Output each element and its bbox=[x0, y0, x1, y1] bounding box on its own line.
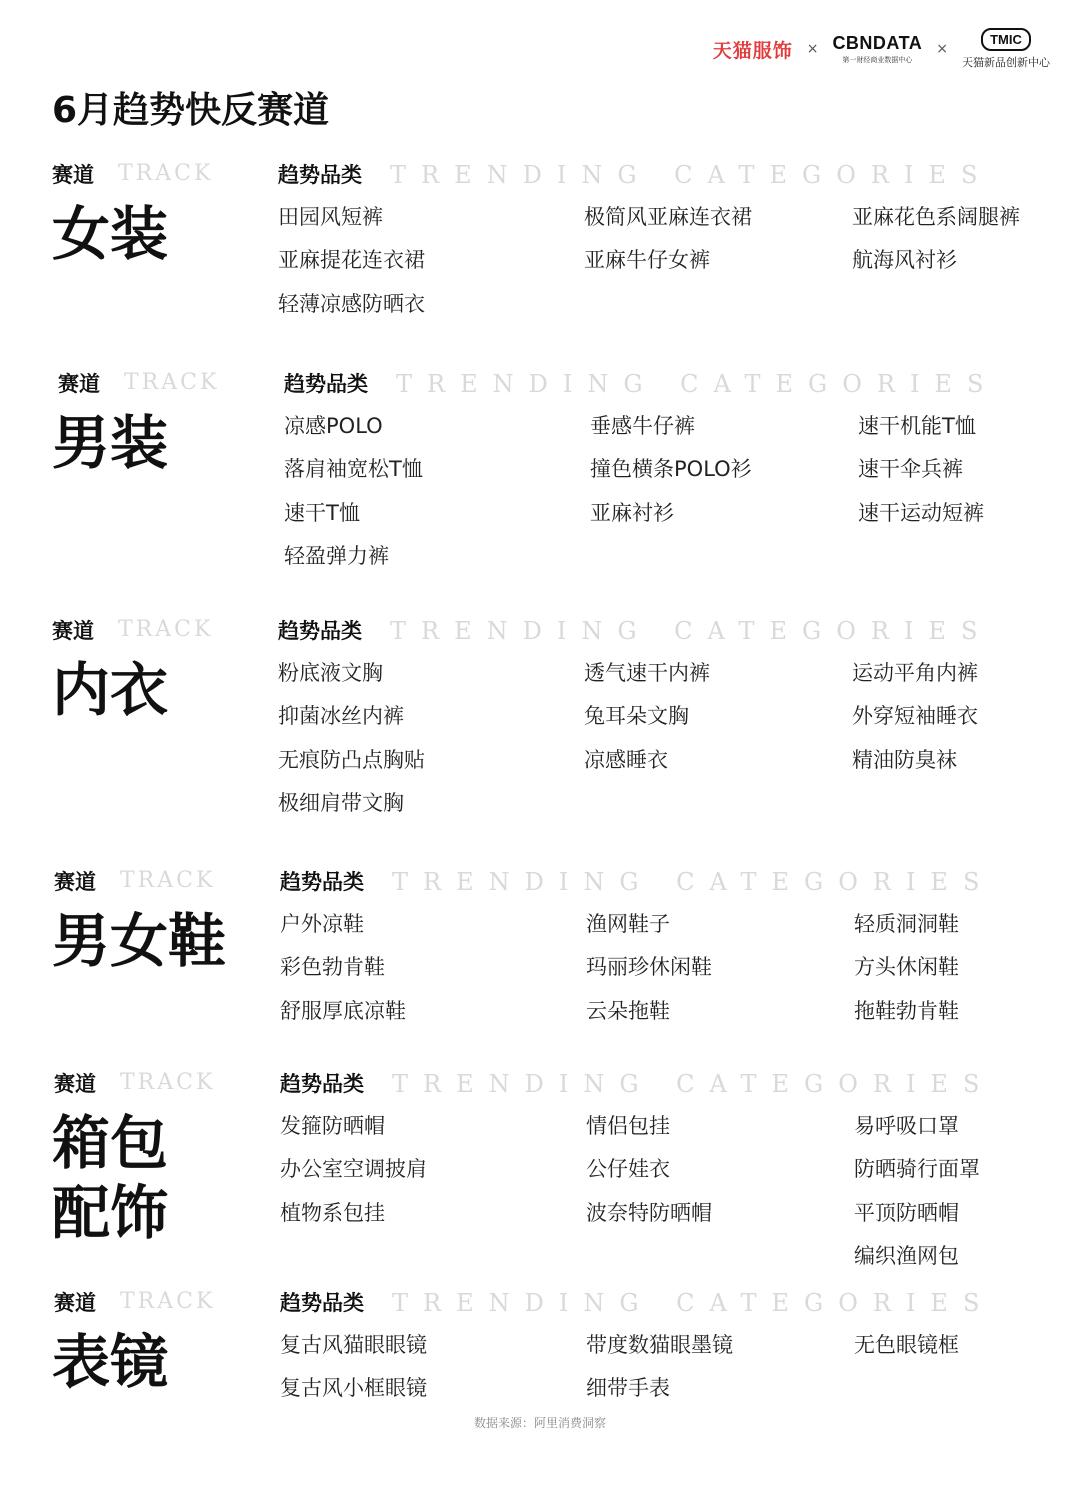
trending-label: 趋势品类 bbox=[284, 372, 368, 396]
trending-item: 拖鞋勃肯鞋 bbox=[854, 998, 959, 1023]
trending-item-list bbox=[278, 203, 425, 333]
trending-item: 轻薄凉感防晒衣 bbox=[278, 291, 425, 316]
trending-label: 趋势品类 bbox=[278, 619, 362, 643]
trending-item-list bbox=[278, 659, 425, 832]
trending-item: 外穿短袖睡衣 bbox=[852, 704, 978, 729]
category-name bbox=[52, 408, 168, 478]
trending-item: 方头休闲鞋 bbox=[854, 955, 959, 980]
category-name bbox=[52, 1108, 168, 1248]
trending-label: 趋势品类 bbox=[280, 870, 364, 894]
category-name-line: 女装 bbox=[52, 200, 169, 268]
category-name-line: 表镜 bbox=[52, 1328, 169, 1396]
category-name-line: 男装 bbox=[52, 409, 169, 477]
trending-item: 抑菌冰丝内裤 bbox=[278, 704, 404, 729]
trending-item-list bbox=[854, 1331, 959, 1374]
trending-item-list bbox=[852, 659, 978, 789]
category-name bbox=[52, 199, 168, 269]
track-label: 赛道 bbox=[54, 1072, 96, 1096]
trending-item: 情侣包挂 bbox=[586, 1114, 670, 1138]
track-label: 赛道 bbox=[52, 619, 94, 643]
trending-item: 编织渔网包 bbox=[854, 1243, 959, 1268]
trending-item: 粉底液文胸 bbox=[278, 661, 383, 685]
trending-item: 办公室空调披肩 bbox=[280, 1157, 427, 1182]
track-english-label: TRACK bbox=[120, 1289, 216, 1314]
trending-item-list bbox=[280, 1331, 427, 1418]
track-label: 赛道 bbox=[52, 163, 94, 187]
cbndata-logo bbox=[832, 33, 922, 65]
trending-item-list bbox=[852, 203, 1020, 290]
trending-item: 兔耳朵文胸 bbox=[584, 704, 689, 729]
trending-item-list bbox=[584, 659, 710, 789]
trending-item: 田园风短裤 bbox=[278, 205, 383, 229]
trending-item: 无痕防凸点胸贴 bbox=[278, 747, 425, 772]
trending-item: 透气速干内裤 bbox=[584, 661, 710, 685]
trending-item: 公仔娃衣 bbox=[586, 1157, 670, 1182]
trending-item-list bbox=[280, 1112, 427, 1242]
trending-item: 亚麻花色系阔腿裤 bbox=[852, 205, 1020, 229]
trending-item: 轻质洞洞鞋 bbox=[854, 912, 959, 936]
cbndata-logo-subtitle: 第一财经商业数据中心 bbox=[842, 56, 913, 64]
category-name-line: 箱包 bbox=[52, 1109, 169, 1177]
trending-item: 凉感POLO bbox=[284, 414, 383, 438]
trending-label: 趋势品类 bbox=[280, 1291, 364, 1315]
trending-label: 趋势品类 bbox=[278, 163, 362, 187]
trending-item: 运动平角内裤 bbox=[852, 661, 978, 685]
trending-english-label: TRENDING CATEGORIES bbox=[392, 1289, 995, 1317]
trending-item-list bbox=[586, 910, 712, 1040]
trending-item: 云朵拖鞋 bbox=[586, 998, 670, 1023]
trending-item: 防晒骑行面罩 bbox=[854, 1157, 980, 1182]
track-english-label: TRACK bbox=[124, 370, 220, 395]
trending-item: 航海风衬衫 bbox=[852, 248, 957, 273]
track-label: 赛道 bbox=[54, 1291, 96, 1315]
trending-item-list bbox=[284, 412, 423, 585]
trending-item: 复古风猫眼眼镜 bbox=[280, 1333, 427, 1357]
category-name-line: 男女鞋 bbox=[52, 907, 227, 975]
trending-item: 复古风小框眼镜 bbox=[280, 1376, 427, 1401]
cbndata-logo-text: CBNDATA bbox=[832, 33, 923, 53]
logo-separator: × bbox=[806, 41, 819, 57]
trending-item: 彩色勃肯鞋 bbox=[280, 955, 385, 980]
category-name bbox=[52, 655, 168, 725]
trending-english-label: TRENDING CATEGORIES bbox=[396, 370, 999, 398]
category-name bbox=[52, 906, 226, 976]
trending-item: 垂感牛仔裤 bbox=[590, 414, 695, 438]
trending-item: 凉感睡衣 bbox=[584, 747, 668, 772]
trending-item: 亚麻衬衫 bbox=[590, 500, 674, 525]
tmic-logo bbox=[962, 28, 1050, 70]
category-name bbox=[52, 1327, 168, 1397]
partner-logos bbox=[713, 28, 1050, 70]
trending-item: 亚麻提花连衣裙 bbox=[278, 248, 425, 273]
trending-item: 轻盈弹力裤 bbox=[284, 543, 389, 568]
trending-item-list bbox=[586, 1331, 733, 1418]
trending-english-label: TRENDING CATEGORIES bbox=[390, 617, 993, 645]
data-source-note: 数据来源：阿里消费洞察 bbox=[473, 1416, 606, 1430]
trending-item: 波奈特防晒帽 bbox=[586, 1200, 712, 1225]
trending-item: 户外凉鞋 bbox=[280, 912, 364, 936]
trending-item: 易呼吸口罩 bbox=[854, 1114, 959, 1138]
trending-item-list bbox=[586, 1112, 712, 1242]
tmall-fashion-logo: 天猫服饰 bbox=[712, 39, 793, 62]
trending-item: 带度数猫眼墨镜 bbox=[586, 1333, 733, 1357]
page-title: 6月趋势快反赛道 bbox=[52, 90, 330, 131]
trending-item: 亚麻牛仔女裤 bbox=[584, 248, 710, 273]
trending-item-list bbox=[280, 910, 406, 1040]
track-english-label: TRACK bbox=[120, 868, 216, 893]
trending-item: 速干机能T恤 bbox=[858, 414, 976, 438]
trending-item: 细带手表 bbox=[586, 1376, 670, 1401]
track-label: 赛道 bbox=[58, 372, 100, 396]
trending-item: 发箍防晒帽 bbox=[280, 1114, 385, 1138]
trending-english-label: TRENDING CATEGORIES bbox=[392, 868, 995, 896]
track-english-label: TRACK bbox=[120, 1070, 216, 1095]
trending-item: 极细肩带文胸 bbox=[278, 790, 404, 815]
trending-item: 极简风亚麻连衣裙 bbox=[584, 205, 752, 229]
trending-item: 玛丽珍休闲鞋 bbox=[586, 955, 712, 980]
trending-item-list bbox=[590, 412, 752, 542]
trending-item: 植物系包挂 bbox=[280, 1200, 385, 1225]
trending-english-label: TRENDING CATEGORIES bbox=[390, 161, 993, 189]
category-name-line: 配饰 bbox=[52, 1179, 169, 1247]
track-english-label: TRACK bbox=[118, 617, 214, 642]
trending-item: 速干T恤 bbox=[284, 500, 360, 525]
trending-item: 速干伞兵裤 bbox=[858, 457, 963, 482]
trending-item: 无色眼镜框 bbox=[854, 1333, 959, 1357]
trending-item: 精油防臭袜 bbox=[852, 747, 957, 772]
logo-separator: × bbox=[936, 41, 948, 57]
category-name-line: 内衣 bbox=[52, 656, 169, 724]
trending-item-list bbox=[854, 1112, 980, 1285]
trending-label: 趋势品类 bbox=[280, 1072, 364, 1096]
trending-item: 平顶防晒帽 bbox=[854, 1200, 959, 1225]
trending-item: 渔网鞋子 bbox=[586, 912, 670, 936]
track-english-label: TRACK bbox=[118, 161, 214, 186]
track-label: 赛道 bbox=[54, 870, 96, 894]
trending-item-list bbox=[584, 203, 752, 290]
trending-item: 撞色横条POLO衫 bbox=[590, 457, 752, 482]
trending-item: 落肩袖宽松T恤 bbox=[284, 457, 423, 482]
trending-item-list bbox=[858, 412, 984, 542]
trending-item-list bbox=[854, 910, 959, 1040]
tmic-logo-text: TMIC bbox=[981, 28, 1031, 51]
trending-item: 舒服厚底凉鞋 bbox=[280, 998, 406, 1023]
trending-item: 速干运动短裤 bbox=[858, 500, 984, 525]
tmic-logo-subtitle: 天猫新品创新中心 bbox=[962, 56, 1050, 69]
trending-english-label: TRENDING CATEGORIES bbox=[392, 1070, 995, 1098]
